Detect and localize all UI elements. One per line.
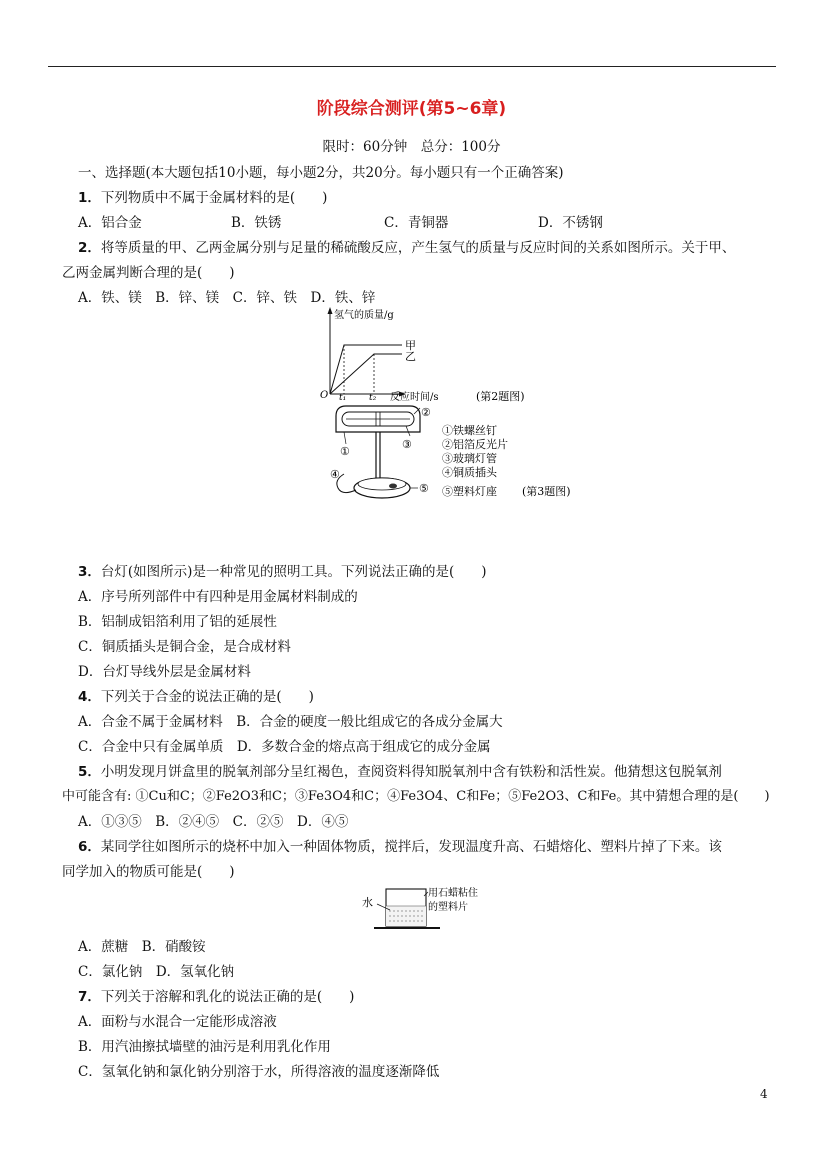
question-number: 5． <box>78 764 101 780</box>
question-5-cont: 中可能含有: ①Cu和C；②Fe2O3和C；③Fe3O4和C；④Fe3O4、C和Fe；⑤Fe2O3、C和Fe。其中猜想合理的是( ) <box>62 789 770 804</box>
question-6-cont: 同学加入的物质可能是( ) <box>62 864 235 880</box>
q3-option-b: B．铝制成铝箔利用了铝的延展性 <box>78 614 277 630</box>
q3-option-c: C．铜质插头是铜合金，是合成材料 <box>78 639 291 655</box>
q3-option-a: A．序号所列部件中有四种是用金属材料制成的 <box>78 589 358 605</box>
x-axis-label: 反应时间/s <box>390 392 439 402</box>
q1-option-d: D．不锈钢 <box>538 215 603 231</box>
t1-label: t₁ <box>339 393 347 402</box>
question-stem: 下列关于溶解和乳化的说法正确的是( ) <box>100 989 355 1005</box>
q6-options-cd: C．氯化钠 D．氢氧化钠 <box>78 964 235 980</box>
q2-options: A．铁、镁 B．锌、镁 C．锌、铁 D．铁、锌 <box>78 290 376 306</box>
question-2-cont: 乙两金属判断合理的是( ) <box>62 265 235 281</box>
q1-option-c: C．青铜器 <box>384 215 449 231</box>
q3-option-d: D．台灯导线外层是金属材料 <box>78 664 251 680</box>
q7-option-a: A．面粉与水混合一定能形成溶液 <box>78 1014 277 1030</box>
lamp-label-4: ④ <box>330 468 340 481</box>
series-b-label: 乙 <box>405 350 416 363</box>
wax-label-1: 用石蜡粘住 <box>428 888 478 899</box>
q4-options-cd: C．合金中只有金属单质 D．多数合金的熔点高于组成它的成分金属 <box>78 739 491 755</box>
q1-option-b: B．铁锈 <box>231 215 282 231</box>
question-3 <box>78 560 486 580</box>
beaker-figure <box>356 884 486 932</box>
question-2 <box>78 236 735 256</box>
page-title: 阶段综合测评(第5~6章) <box>316 99 507 119</box>
series-a-label: 甲 <box>405 339 416 352</box>
legend-item-3: ③玻璃灯管 <box>442 452 497 465</box>
lamp-label-2: ② <box>421 406 431 419</box>
question-stem: 台灯(如图所示)是一种常见的照明工具。下列说法正确的是( ) <box>100 564 487 580</box>
section-heading: 一、选择题(本大题包括10小题，每小题2分，共20分。每小题只有一个正确答案) <box>78 165 564 181</box>
question-number: 3． <box>78 564 101 580</box>
question-7 <box>78 985 354 1005</box>
time-score-limit: 限时：60分钟 总分：100分 <box>322 139 501 155</box>
question-stem: 将等质量的甲、乙两金属分别与足量的稀硫酸反应，产生氢气的质量与反应时间的关系如图所示。关于甲、 <box>100 240 736 256</box>
question-stem: 某同学往如图所示的烧杯中加入一种固体物质，搅拌后，发现温度升高、石蜡熔化、塑料片掉了下来。该 <box>100 839 722 855</box>
q7-option-c: C．氢氧化钠和氯化钠分别溶于水，所得溶液的温度逐渐降低 <box>78 1064 440 1080</box>
question-number: 4． <box>78 689 101 705</box>
question-number: 2． <box>78 240 101 256</box>
legend-item-5: ⑤塑料灯座 <box>442 485 497 498</box>
q5-options: A．①③⑤ B．②④⑤ C．②⑤ D．④⑤ <box>78 814 349 830</box>
lamp-label-3: ③ <box>402 438 412 451</box>
wax-label-2: 的塑料片 <box>428 902 468 913</box>
question-number: 6． <box>78 839 101 855</box>
legend-item-4: ④铜质插头 <box>442 466 497 479</box>
question-1 <box>78 186 327 206</box>
y-axis-label: 氢气的质量/g <box>334 310 394 321</box>
q6-options-ab: A．蔗糖 B．硝酸铵 <box>78 939 206 955</box>
page-number: 4 <box>760 1087 768 1101</box>
figure-2-caption: (第2题图) <box>476 390 525 402</box>
question-stem: 下列物质中不属于金属材料的是( ) <box>100 190 328 206</box>
figure-3-caption: (第3题图) <box>522 485 571 498</box>
origin-label: O <box>320 390 329 401</box>
question-4 <box>78 685 314 705</box>
q4-options-ab: A．合金不属于金属材料 B．合金的硬度一般比组成它的各成分金属大 <box>78 714 503 730</box>
hydrogen-mass-graph <box>318 306 548 402</box>
water-label: 水 <box>362 896 373 909</box>
header-rule <box>48 66 776 67</box>
lamp-label-5: ⑤ <box>419 482 429 495</box>
legend-item-2: ②铝箔反光片 <box>442 438 508 451</box>
q1-option-a: A．铝合金 <box>78 215 142 231</box>
legend-item-1: ①铁螺丝钉 <box>442 424 497 437</box>
question-stem: 下列关于合金的说法正确的是( ) <box>100 689 314 705</box>
question-6 <box>78 835 722 855</box>
question-number: 7． <box>78 989 101 1005</box>
lamp-label-1: ① <box>340 445 350 458</box>
q7-option-b: B．用汽油擦拭墙壁的油污是利用乳化作用 <box>78 1039 331 1055</box>
question-5 <box>78 760 722 780</box>
desk-lamp-figure <box>324 404 604 510</box>
question-number: 1． <box>78 190 101 206</box>
t2-label: t₂ <box>369 393 377 402</box>
question-stem: 小明发现月饼盒里的脱氧剂部分呈红褐色，查阅资料得知脱氧剂中含有铁粉和活性炭。他猜想这包脱氧剂 <box>100 764 722 780</box>
